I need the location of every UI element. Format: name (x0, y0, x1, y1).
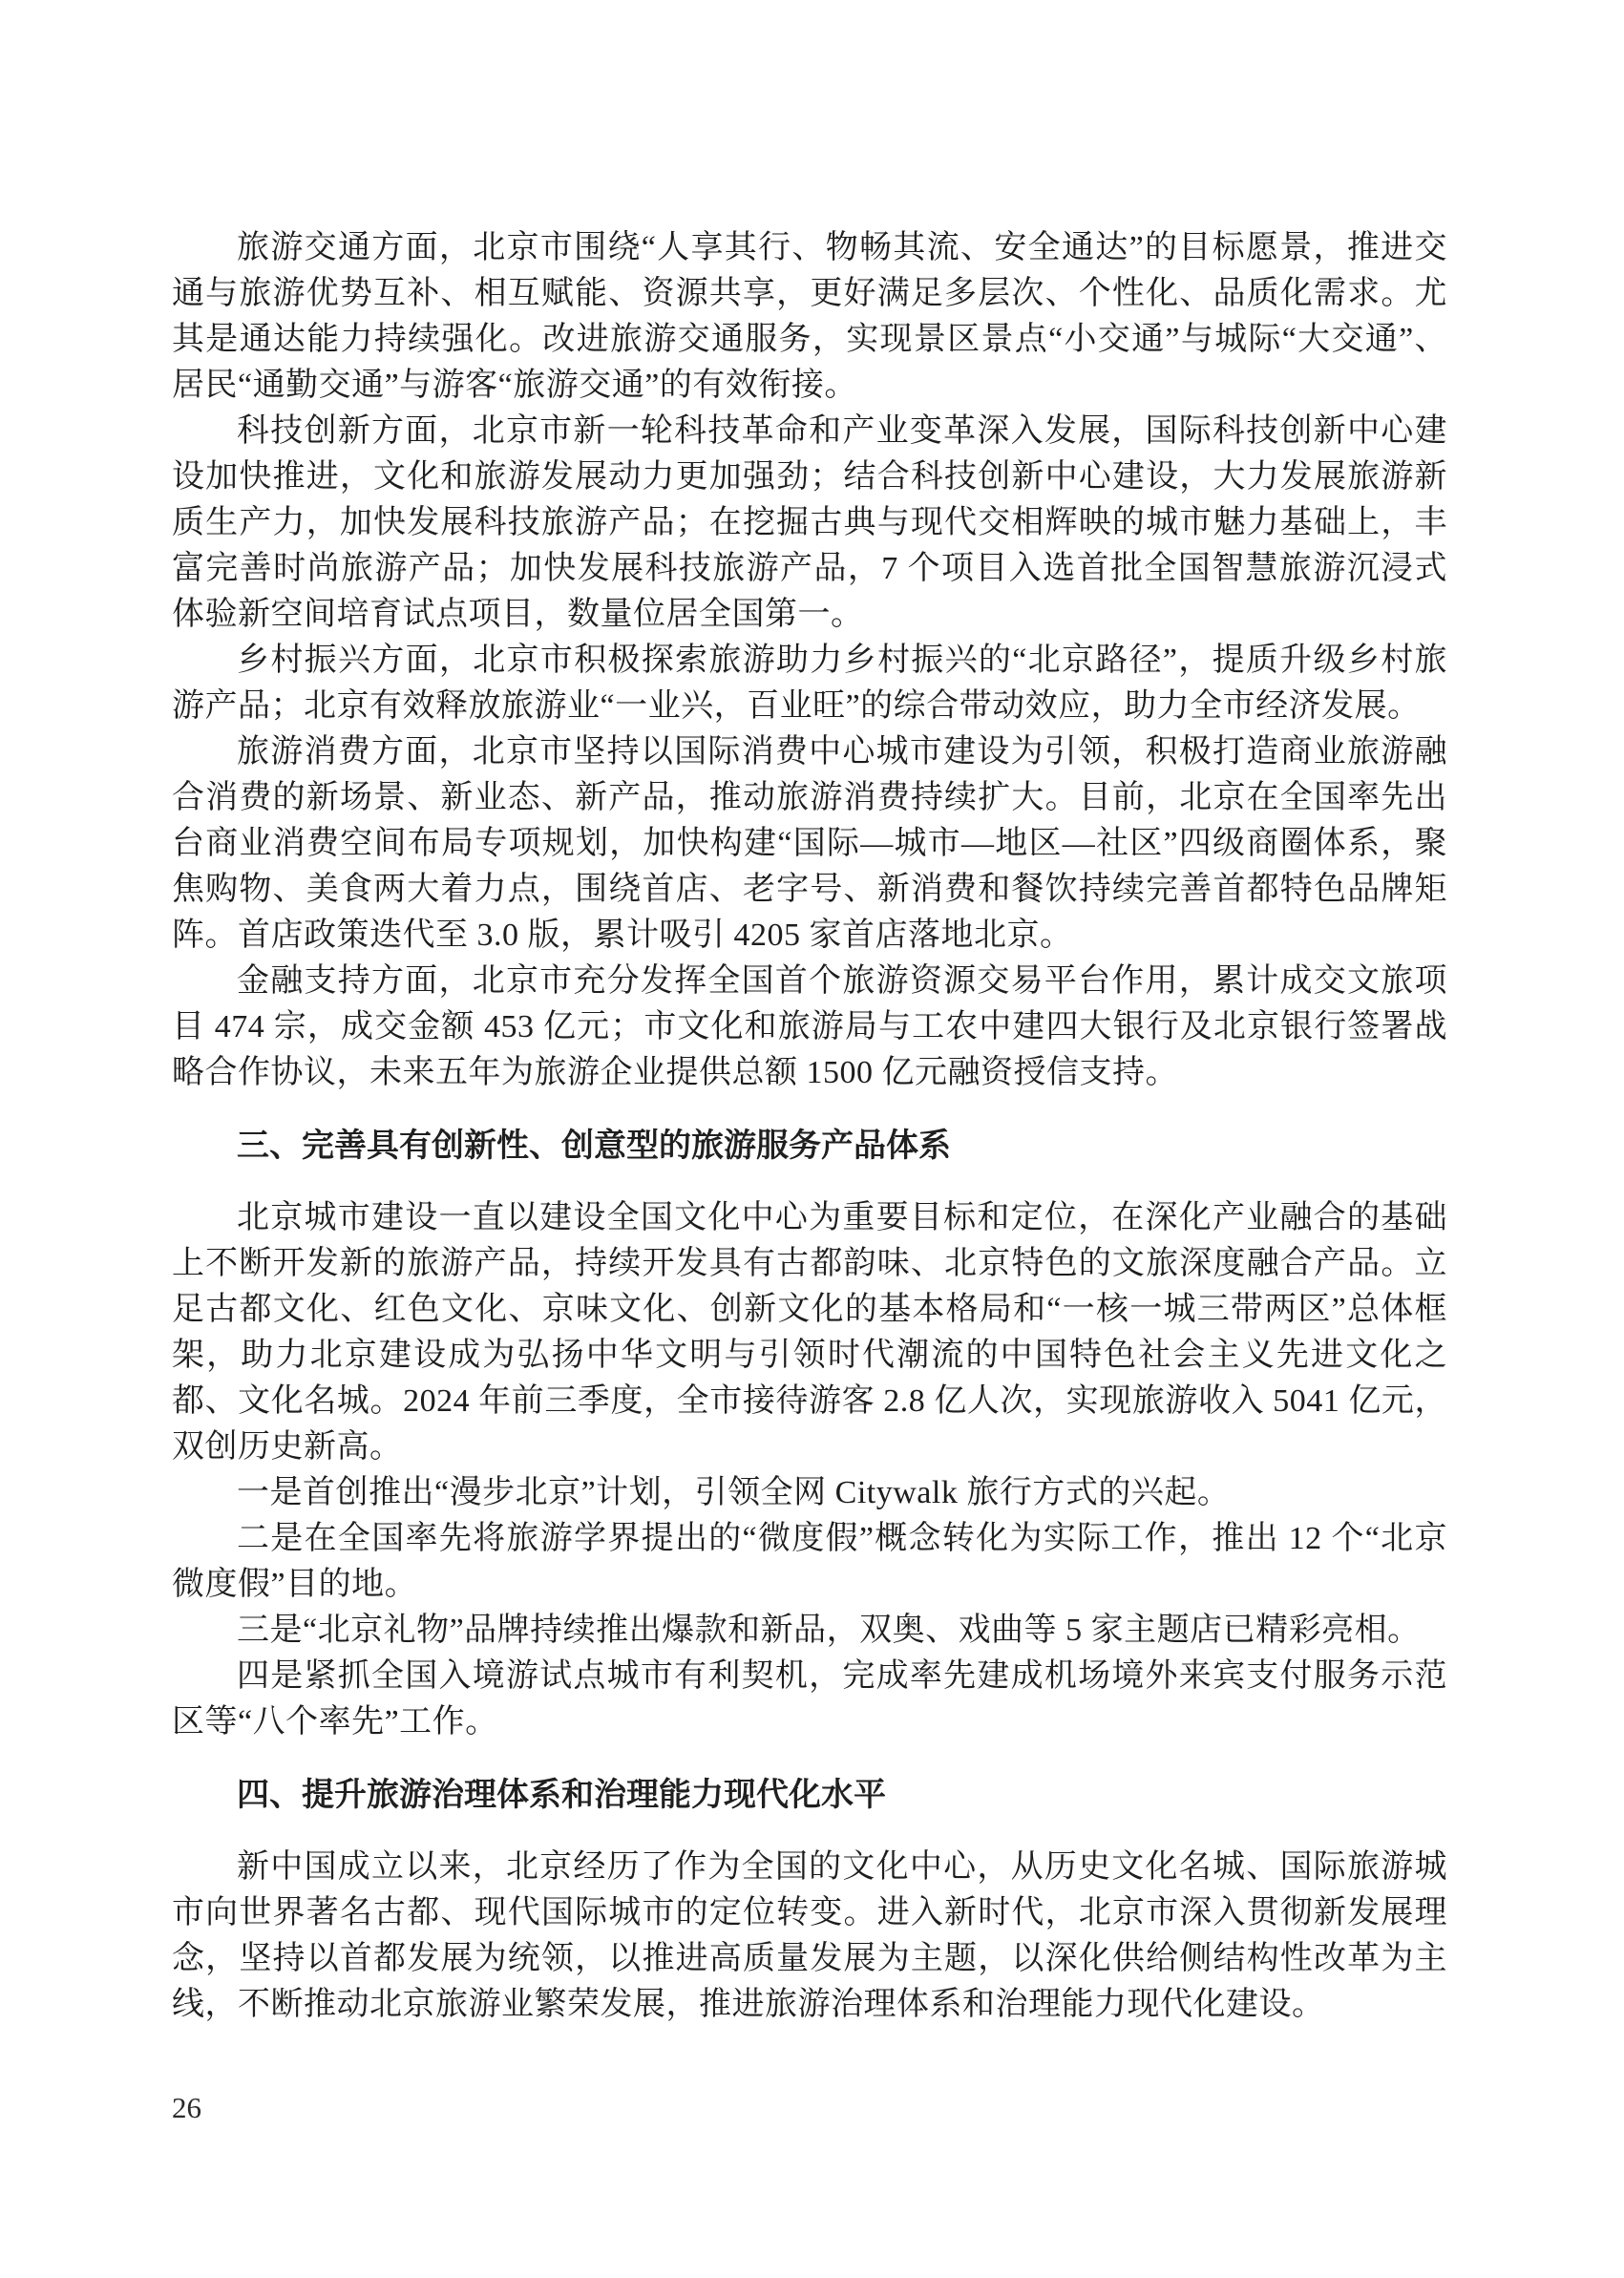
paragraph-item-two: 二是在全国率先将旅游学界提出的“微度假”概念转化为实际工作，推出 12 个“北京微度假”目的地。 (172, 1521, 1447, 1602)
page-content (172, 225, 1447, 2028)
paragraph-tech-innovation: 科技创新方面，北京市新一轮科技革命和产业变革深入发展，国际科技创新中心建设加快推进，文化和旅游发展动力更加强劲；结合科技创新中心建设，大力发展旅游新质生产力，加快发展科技旅游产品；在挖掘古典与现代交相辉映的城市魅力基础上，丰富完善时尚旅游产品；加快发展科技旅游产品，7 个项目入选首批全国智慧旅游沉浸式体验新空间培育试点项目，数量位居全国第一。 (172, 413, 1447, 632)
paragraph-financial-support: 金融支持方面，北京市充分发挥全国首个旅游资源交易平台作用，累计成交文旅项目 474 宗，成交金额 453 亿元；市文化和旅游局与工农中建四大银行及北京银行签署战略合作协议，未来五年为旅游企业提供总额 1500 亿元融资授信支持。 (172, 963, 1447, 1090)
paragraph-culture-center: 北京城市建设一直以建设全国文化中心为重要目标和定位，在深化产业融合的基础上不断开发新的旅游产品，持续开发具有古都韵味、北京特色的文旅深度融合产品。立足古都文化、红色文化、京味文化、创新文化的基本格局和“一核一城三带两区”总体框架，助力北京建设成为弘扬中华文明与引领时代潮流的中国特色社会主义先进文化之都、文化名城。2024 年前三季度，全市接待游客 2.8 亿人次，实现旅游收入 5041 亿元，双创历史新高。 (172, 1200, 1447, 1465)
paragraph-tourism-consumption: 旅游消费方面，北京市坚持以国际消费中心城市建设为引领，积极打造商业旅游融合消费的新场景、新业态、新产品，推动旅游消费持续扩大。目前，北京在全国率先出台商业消费空间布局专项规划，加快构建“国际—城市—地区—社区”四级商圈体系，聚焦购物、美食两大着力点，围绕首店、老字号、新消费和餐饮持续完善首都特色品牌矩阵。首店政策迭代至 3.0 版，累计吸引 4205 家首店落地北京。 (172, 734, 1447, 953)
section-heading-4: 四、提升旅游治理体系和治理能力现代化水平 (237, 1777, 886, 1813)
paragraph-item-one: 一是首创推出“漫步北京”计划，引领全网 Citywalk 旅行方式的兴起。 (237, 1475, 1231, 1510)
paragraph-item-four: 四是紧抓全国入境游试点城市有利契机，完成率先建成机场境外来宾支付服务示范区等“八个率先”工作。 (172, 1658, 1447, 1740)
paragraph-rural-revitalization: 乡村振兴方面，北京市积极探索旅游助力乡村振兴的“北京路径”，提质升级乡村旅游产品；北京有效释放旅游业“一业兴，百业旺”的综合带动效应，助力全市经济发展。 (172, 643, 1447, 724)
page-number: 26 (172, 2091, 201, 2124)
paragraph-tourism-transport: 旅游交通方面，北京市围绕“人享其行、物畅其流、安全通达”的目标愿景，推进交通与旅游优势互补、相互赋能、资源共享，更好满足多层次、个性化、品质化需求。尤其是通达能力持续强化。改进旅游交通服务，实现景区景点“小交通”与城际“大交通”、居民“通勤交通”与游客“旅游交通”的有效衔接。 (172, 230, 1447, 403)
paragraph-governance: 新中国成立以来，北京经历了作为全国的文化中心，从历史文化名城、国际旅游城市向世界著名古都、现代国际城市的定位转变。进入新时代，北京市深入贯彻新发展理念，坚持以首都发展为统领，以推进高质量发展为主题，以深化供给侧结构性改革为主线，不断推动北京旅游业繁荣发展，推进旅游治理体系和治理能力现代化建设。 (172, 1849, 1447, 2022)
section-heading-3: 三、完善具有创新性、创意型的旅游服务产品体系 (237, 1128, 951, 1164)
paragraph-item-three: 三是“北京礼物”品牌持续推出爆款和新品，双奥、戏曲等 5 家主题店已精彩亮相。 (237, 1613, 1421, 1648)
